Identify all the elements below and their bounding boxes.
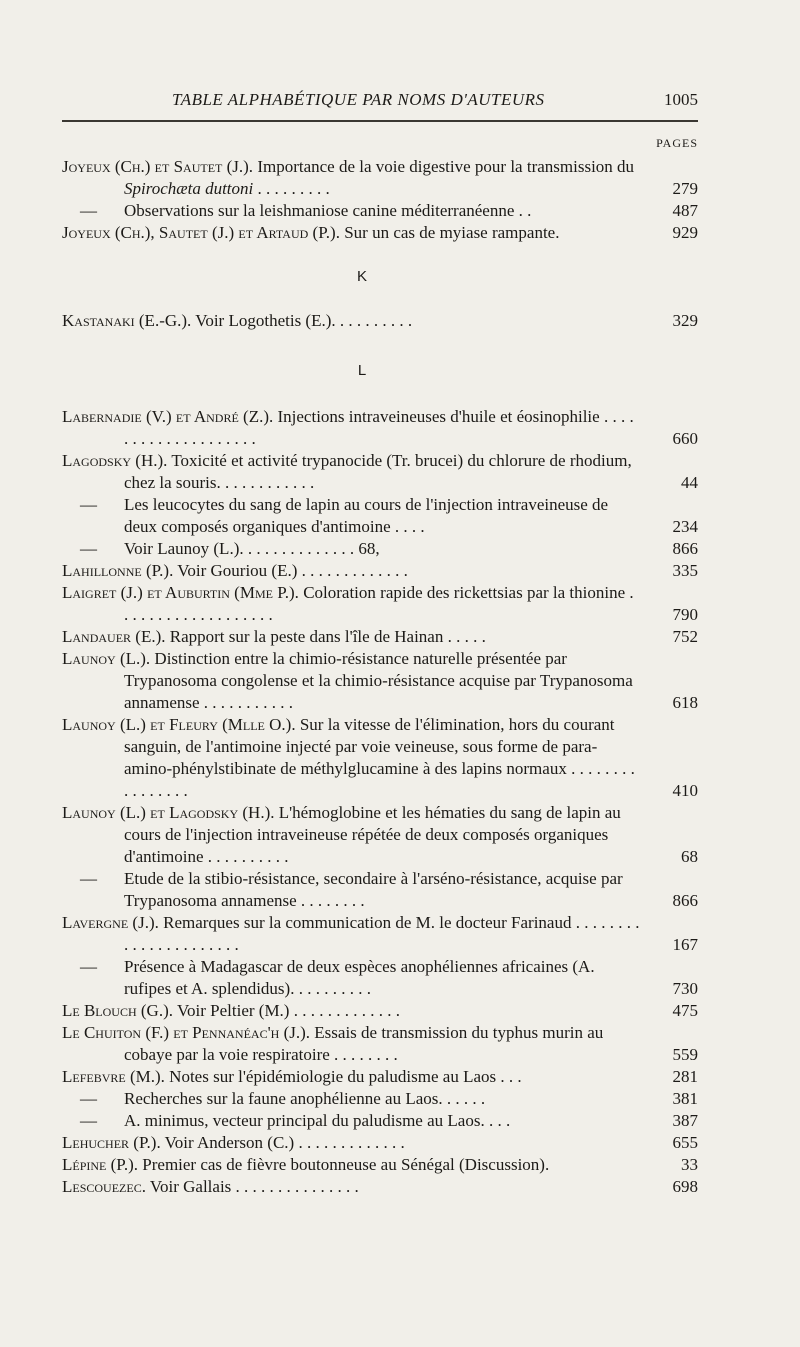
index-entry [62, 310, 698, 332]
entry-page: 929 [672, 223, 698, 242]
index-entry [62, 222, 698, 244]
entry-author: Joyeux (Ch.), Sautet (J.) et Artaud (P.). [62, 223, 340, 242]
entry-page: 866 [672, 539, 698, 558]
entry-title: Remarques sur la communication de M. le docteur Farinaud . . . . . . . . . . . . . . . . . . . . . . [124, 913, 640, 954]
index-entry [62, 494, 698, 538]
entry-page: 329 [672, 311, 698, 330]
index-entry [62, 1154, 698, 1176]
running-header [62, 90, 698, 116]
index-entry [62, 956, 698, 1000]
entry-page: 698 [672, 1177, 698, 1196]
section-letter: L [357, 362, 367, 379]
section-letter: K [356, 268, 367, 285]
entry-author: Lehucher (P.). [62, 1133, 161, 1152]
entry-title: Coloration rapide des rickettsias par la thionine . . . . . . . . . . . . . . . . . . . [124, 583, 634, 624]
entry-title-italic: Spirochæta duttoni [124, 179, 254, 198]
index-entry [62, 1132, 698, 1154]
index-entry [62, 912, 698, 956]
entry-author: Laigret (J.) et Auburtin (Mme P.). [62, 583, 299, 602]
index-entry [62, 1000, 698, 1022]
entry-dash: — [80, 1089, 97, 1108]
entry-author: Lahillonne (P.). [62, 561, 174, 580]
entry-page: 167 [672, 935, 698, 954]
entry-dash: — [80, 539, 97, 558]
entry-title: Importance de la voie digestive pour la transmission du [257, 157, 635, 176]
entry-title: Sur la vitesse de l'élimination, hors du courant sanguin, de l'antimoine injecté par voie veineuse, sous forme de para-amino-phénylstibinate de méthylglucamine à des lapins normaux . . . . . . . . . . . . . . . . [124, 715, 635, 800]
entry-page: 68 [681, 847, 698, 866]
entry-page: 279 [672, 179, 698, 198]
entry-author: Landauer (E.). [62, 627, 166, 646]
index-entry [62, 648, 698, 714]
entry-page: 281 [672, 1067, 698, 1086]
entry-dash: — [80, 201, 97, 220]
entry-page: 730 [672, 979, 698, 998]
entry-page: 559 [672, 1045, 698, 1064]
index-entry [62, 538, 698, 560]
entry-title: Les leucocytes du sang de lapin au cours de l'injection intraveineuse de deux composés organiques d'antimoine . . . . [124, 495, 609, 536]
entry-title: A. minimus, vecteur principal du paludisme au Laos. . . . [124, 1111, 511, 1130]
entry-page: 44 [681, 473, 698, 492]
entry-author: Lefebvre (M.). [62, 1067, 165, 1086]
entry-author: Launoy (L.) et Lagodsky (H.). [62, 803, 275, 822]
entry-title: Essais de transmission du typhus murin au cobaye par la voie respiratoire . . . . . . . . [124, 1023, 604, 1064]
index-entry [62, 406, 698, 450]
entry-page: 234 [672, 517, 698, 536]
entry-page: 660 [672, 429, 698, 448]
entry-title: Voir Gouriou (E.) . . . . . . . . . . . . . [177, 561, 408, 580]
entry-title: Présence à Madagascar de deux espèces anophéliennes africaines (A. rufipes et A. splendidus). . . . . . . . . . [124, 957, 595, 998]
entry-page: 33 [681, 1155, 698, 1174]
entry-title: Voir Logothetis (E.). . . . . . . . . . [195, 311, 413, 330]
entry-title: Etude de la stibio-résistance, secondaire à l'arséno-résistance, acquise par Trypanosoma annamense . . . . . . . . [124, 869, 623, 910]
entry-page: 335 [672, 561, 698, 580]
index-entry [62, 560, 698, 582]
entry-author: Le Blouch (G.). [62, 1001, 173, 1020]
index-entry [62, 156, 698, 200]
entry-author: Joyeux (Ch.) et Sautet (J.). [62, 157, 254, 176]
entry-title: Voir Launoy (L.). . . . . . . . . . . . . . 68, [124, 539, 380, 558]
entry-page: 655 [672, 1133, 698, 1152]
pages-column-label: PAGES [656, 136, 698, 150]
entry-dash: — [80, 957, 97, 976]
entry-author: Le Chuiton (F.) et Pennanéac'h (J.). [62, 1023, 311, 1042]
index-entry [62, 450, 698, 494]
entry-author: Kastanaki (E.-G.). [62, 311, 192, 330]
entry-author: Launoy (L.). [62, 649, 151, 668]
entry-title: L'hémoglobine et les hématies du sang de lapin au cours de l'injection intraveineuse répétée de deux composés organiques d'antimoine . . . . . . . . . . [124, 803, 621, 866]
entry-page: 410 [672, 781, 698, 800]
entry-page: 487 [672, 201, 698, 220]
entry-title: Distinction entre la chimio-résistance naturelle présentée par Trypanosoma congolense et la chimio-résistance acquise par Trypanosoma annamense . . . . . . . . . . . [124, 649, 633, 712]
index-entry [62, 1022, 698, 1066]
index-entry [62, 714, 698, 802]
index-entry [62, 200, 698, 222]
entry-title: Recherches sur la faune anophélienne au Laos. . . . . . [124, 1089, 486, 1108]
entry-title: Voir Anderson (C.) . . . . . . . . . . . . . [164, 1133, 405, 1152]
entry-page: 866 [672, 891, 698, 910]
entry-page: 790 [672, 605, 698, 624]
entry-author: Lavergne (J.). [62, 913, 159, 932]
index-entry [62, 1066, 698, 1088]
index-entry [62, 582, 698, 626]
entry-dash: — [80, 495, 97, 514]
entry-title: Notes sur l'épidémiologie du paludisme au Laos . . . [169, 1067, 522, 1086]
author-index [62, 156, 698, 1198]
entry-author: Lescouezec. [62, 1177, 146, 1196]
index-entry [62, 626, 698, 648]
entry-page: 618 [672, 693, 698, 712]
entry-page: 381 [672, 1089, 698, 1108]
entry-page: 475 [672, 1001, 698, 1020]
entry-leader: . . . . . . . . . [253, 179, 330, 198]
page-number: 1005 [664, 90, 698, 109]
header-rule [62, 120, 698, 122]
entry-title: Voir Gallais . . . . . . . . . . . . . . . [149, 1177, 359, 1196]
index-entry [62, 868, 698, 912]
entry-author: Labernadie (V.) et André (Z.). [62, 407, 274, 426]
entry-title: Sur un cas de myiase rampante. [344, 223, 560, 242]
entry-dash: — [80, 1111, 97, 1130]
index-entry [62, 802, 698, 868]
entry-author: Lagodsky (H.). [62, 451, 168, 470]
entry-author: Lépine (P.). [62, 1155, 139, 1174]
header-title: TABLE ALPHABÉTIQUE PAR NOMS D'AUTEURS [172, 90, 545, 109]
entry-dash: — [80, 869, 97, 888]
entry-title: Toxicité et activité trypanocide (Tr. brucei) du chlorure de rhodium, chez la souris. . . . . . . . . . . . [124, 451, 632, 492]
entry-title: Observations sur la leishmaniose canine méditerranéenne . . [124, 201, 532, 220]
entry-title: Voir Peltier (M.) . . . . . . . . . . . . . [176, 1001, 400, 1020]
entry-page: 752 [672, 627, 698, 646]
entry-page: 387 [672, 1111, 698, 1130]
index-entry [62, 1110, 698, 1132]
index-entry [62, 1088, 698, 1110]
entry-title: Premier cas de fièvre boutonneuse au Sénégal (Discussion). [142, 1155, 550, 1174]
entry-title: Injections intraveineuses d'huile et éosinophilie . . . . . . . . . . . . . . . . . . . . [124, 407, 634, 448]
entry-title: Rapport sur la peste dans l'île de Hainan . . . . . [169, 627, 486, 646]
index-entry [62, 1176, 698, 1198]
entry-author: Launoy (L.) et Fleury (Mlle O.). [62, 715, 296, 734]
